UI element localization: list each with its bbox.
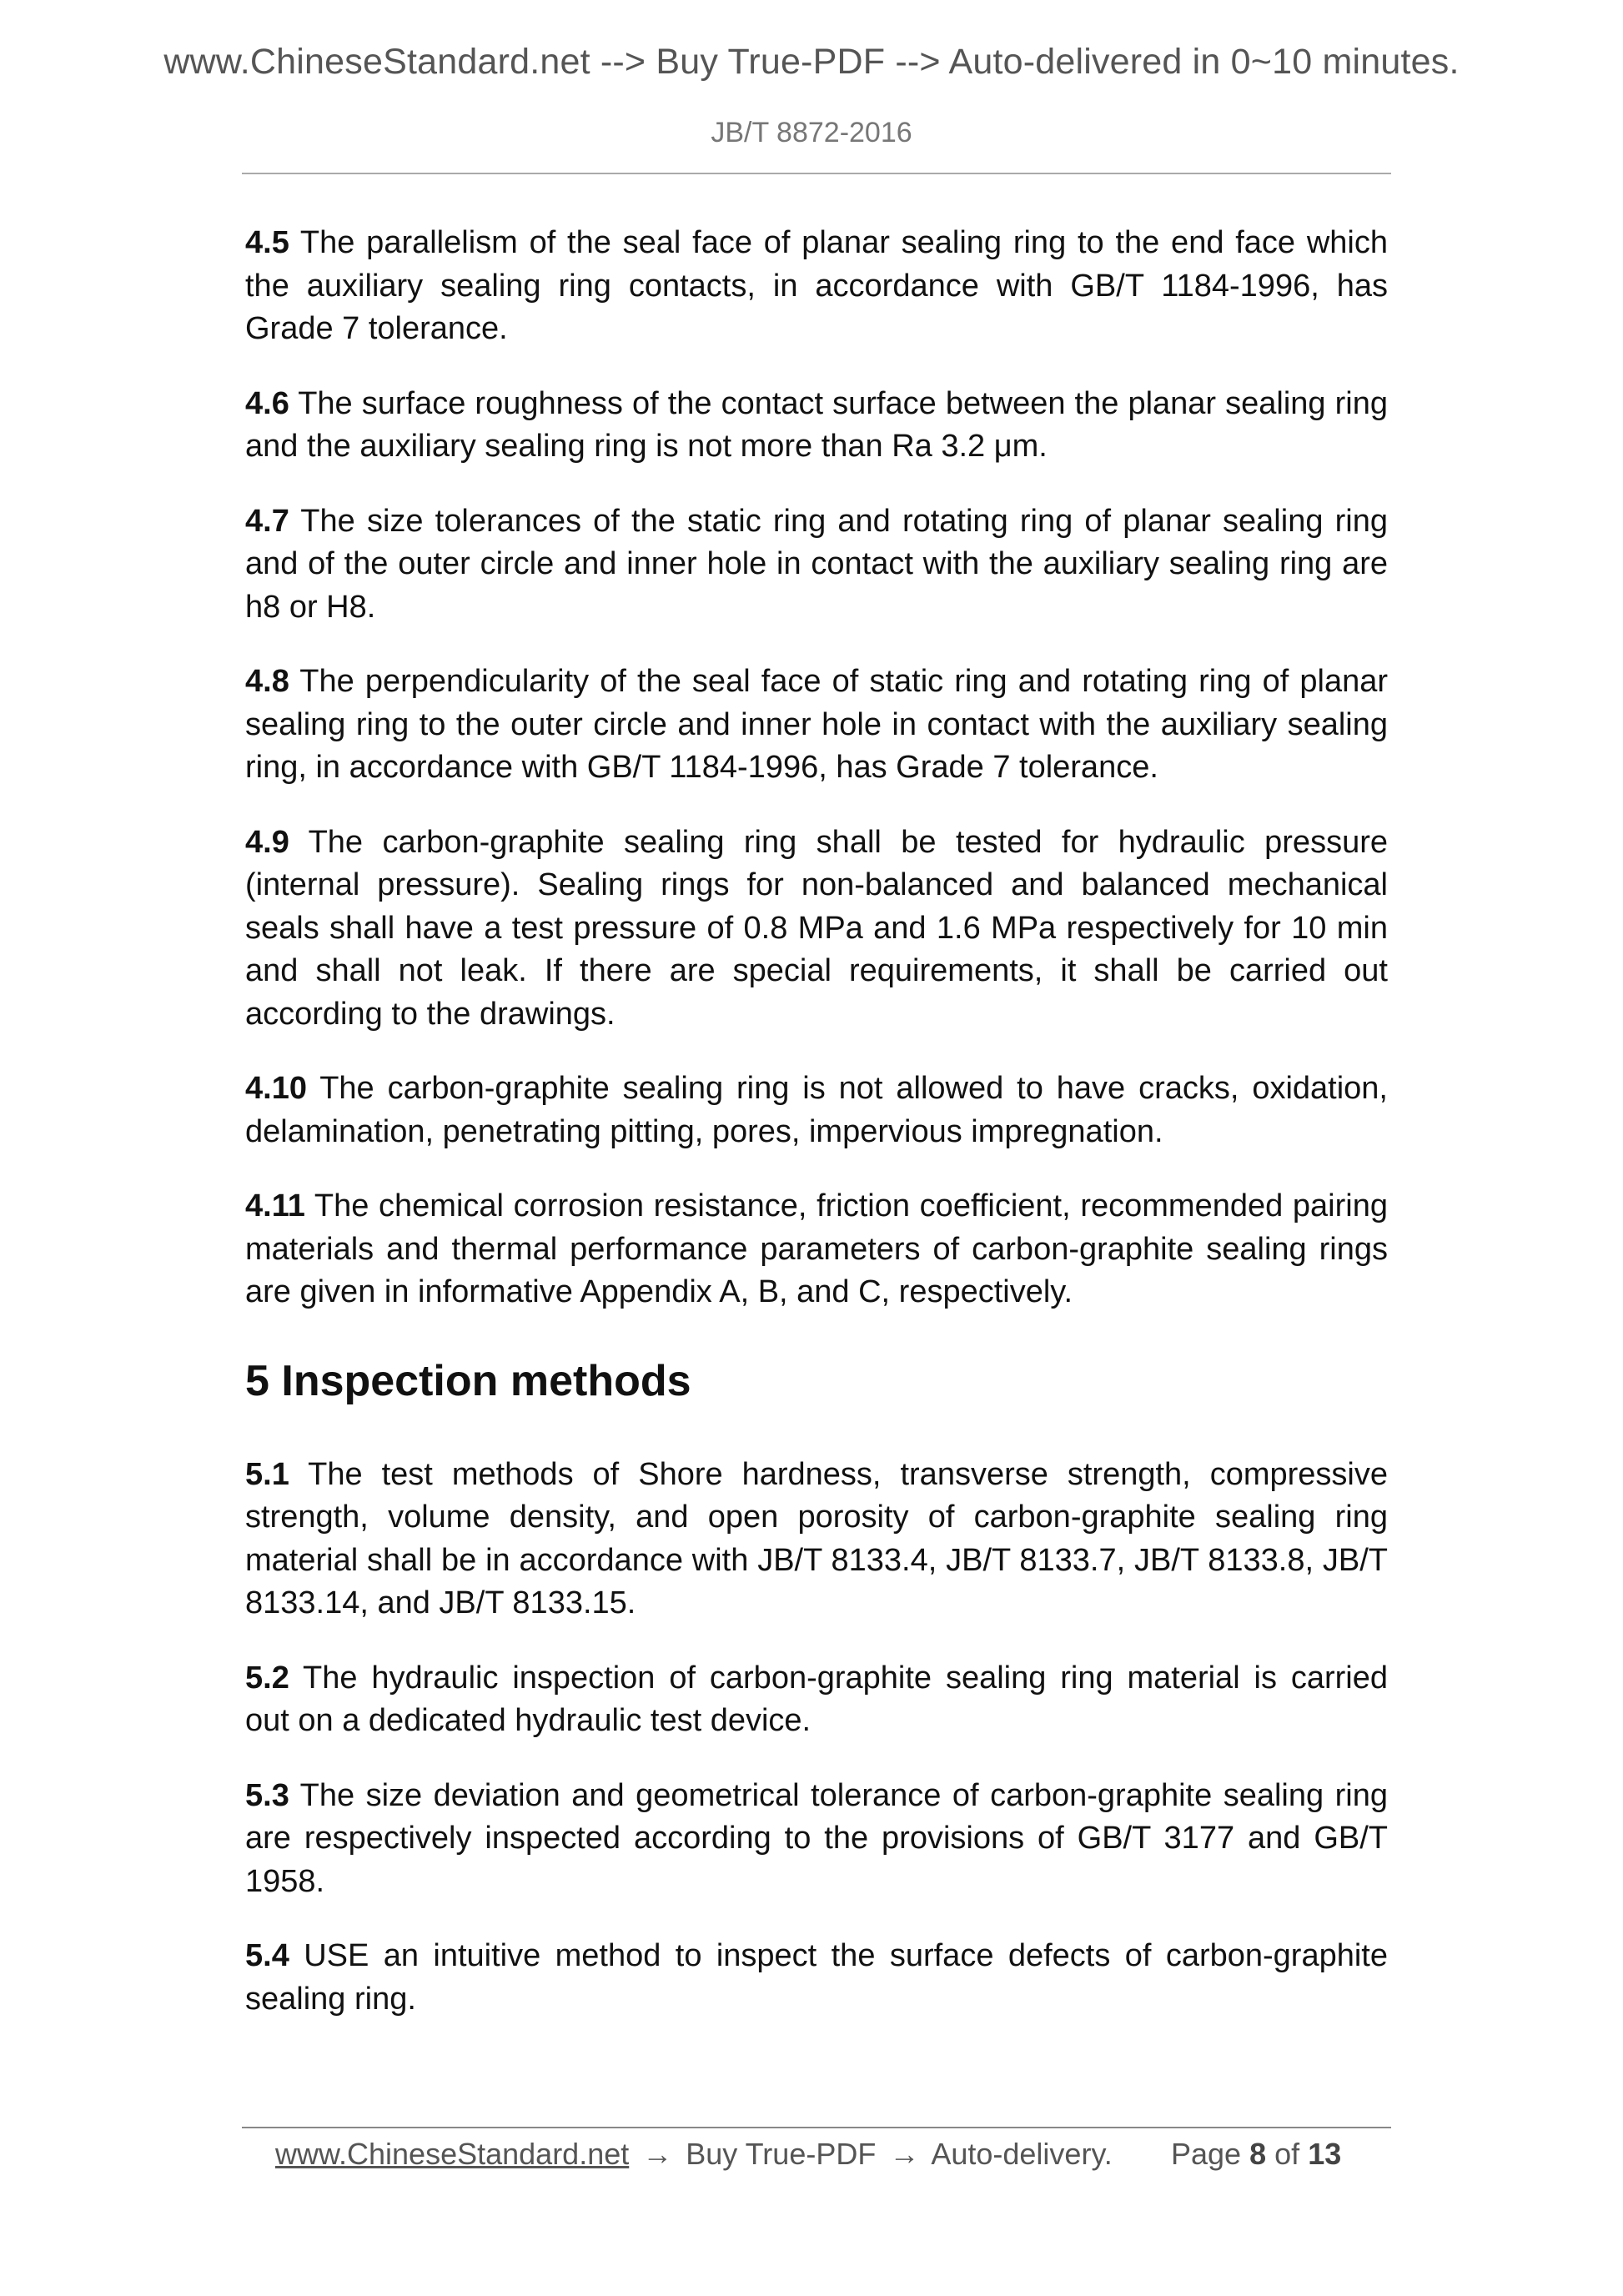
clause-text: The size deviation and geometrical tolerance of carbon-graphite sealing ring are respectively inspected according to the provisions of GB/T 3177 and GB/T 1958. [245,1777,1388,1899]
clause-number: 5.1 [245,1456,289,1492]
clause-4-8 [245,661,1388,790]
clause-number: 5.4 [245,1938,289,1973]
clause-text: The carbon-graphite sealing ring is not allowed to have cracks, oxidation, delamination, penetrating pitting, pores, impervious impregnation. [245,1071,1388,1149]
clause-number: 4.9 [245,824,289,860]
clause-5-3 [245,1775,1388,1904]
clause-4-9 [245,821,1388,1037]
clause-4-11 [245,1185,1388,1314]
clause-number: 4.5 [245,225,289,260]
clause-text: The parallelism of the seal face of planar sealing ring to the end face which the auxiliary sealing ring contacts, in accordance with GB/T 1184-1996, has Grade 7 tolerance. [245,225,1388,346]
page-number: 8 [1249,2137,1267,2171]
clause-number: 5.2 [245,1660,289,1696]
arrow-right-icon: → [889,2137,920,2171]
clause-text: The hydraulic inspection of carbon-graphite sealing ring material is carried out on a dedicated hydraulic test device. [245,1660,1388,1738]
section-heading: 5 Inspection methods [245,1356,691,1405]
page-body [245,222,1388,2052]
document-code: JB/T 8872-2016 [711,117,912,148]
clause-text: The chemical corrosion resistance, friction coefficient, recommended pairing materials and thermal performance parameters of carbon-graphite sealing rings are given in informative Appendix A, B, and C, respectively. [245,1188,1388,1309]
page-total: 13 [1308,2137,1342,2171]
page-label: Page [1171,2137,1242,2171]
clause-number: 4.10 [245,1071,307,1106]
clause-text: The carbon-graphite sealing ring shall be tested for hydraulic pressure (internal pressure). Sealing rings for non-balanced and balanced mechanical seals shall have a test pressure of 0.8 MPa and 1.6 MPa respectively for 10 min and shall not leak. If there are special requirements, it shall be carried out according to the drawings. [245,824,1388,1032]
site-banner: www.ChineseStandard.net --> Buy True-PDF --> Auto-delivered in 0~10 minutes. [163,42,1460,82]
clause-number: 4.11 [245,1188,305,1223]
clause-number: 4.8 [245,664,289,699]
page-number-info [1171,2137,1341,2172]
clause-text: The test methods of Shore hardness, transverse strength, compressive strength, volume density, and open porosity of carbon-graphite sealing ring material shall be in accordance with JB/T 8133.4, JB/T 8133.7, JB/T 8133.8, JB/T 8133.14, and JB/T 8133.15. [245,1456,1388,1620]
clause-number: 5.3 [245,1777,289,1813]
clause-text: The perpendicularity of the seal face of static ring and rotating ring of planar sealing ring to the outer circle and inner hole in contact with the auxiliary sealing ring, in accordance with GB/T 1184-1996, has Grade 7 tolerance. [245,664,1388,785]
footer-buy-text: Buy True-PDF [677,2137,885,2171]
clause-number: 4.6 [245,385,289,421]
arrow-right-icon: → [642,2137,673,2171]
page-footer [275,2137,1359,2172]
clause-text: USE an intuitive method to inspect the surface defects of carbon-graphite sealing ring. [245,1938,1388,2017]
clause-5-1 [245,1454,1388,1625]
footer-delivery-text: Auto-delivery. [924,2137,1113,2171]
clause-text: The size tolerances of the static ring and rotating ring of planar sealing ring and of the outer circle and inner hole in contact with the auxiliary sealing ring are h8 or H8. [245,503,1388,625]
clause-5-4 [245,1935,1388,2021]
clause-number: 4.7 [245,503,289,539]
clause-4-7 [245,500,1388,630]
clause-4-5 [245,222,1388,351]
header-divider [242,173,1391,174]
clause-4-6 [245,383,1388,469]
clause-4-10 [245,1068,1388,1153]
clause-5-2 [245,1657,1388,1743]
of-label: of [1274,2137,1300,2171]
footer-site-link[interactable]: www.ChineseStandard.net [275,2137,630,2171]
clause-text: The surface roughness of the contact surface between the planar sealing ring and the auxiliary sealing ring is not more than Ra 3.2 μm. [245,385,1388,464]
footer-divider [242,2127,1391,2128]
